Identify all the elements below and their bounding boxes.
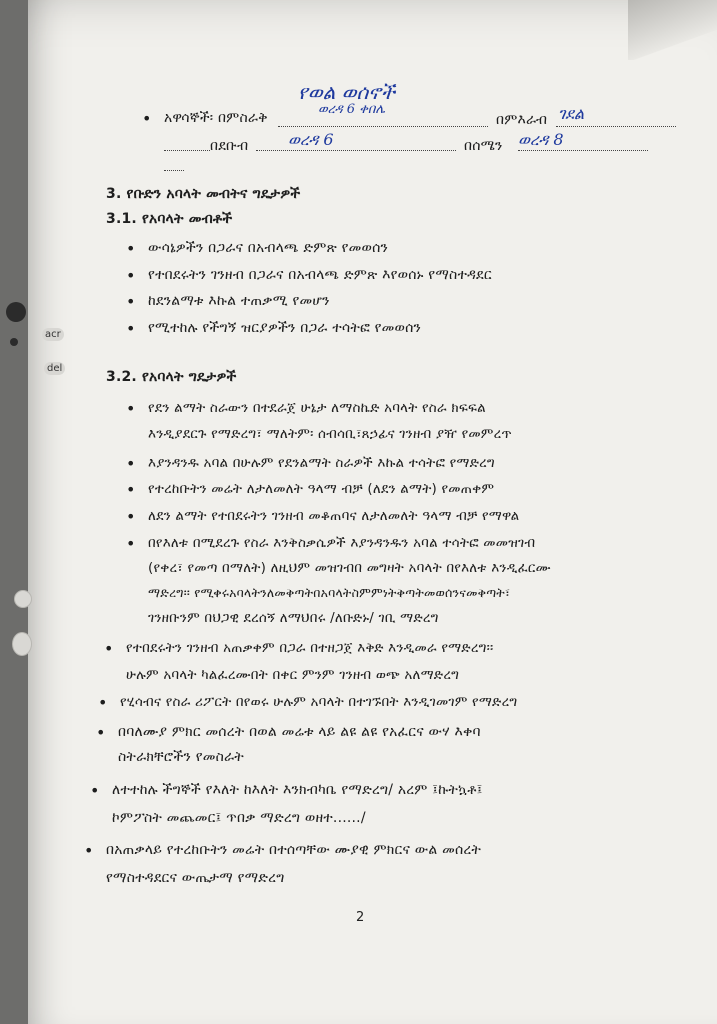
duties-line: ሁሉም አባላት ካልፈረሙበት በቀር ምንም ገንዘብ ወጭ አለማድረግ <box>126 667 460 683</box>
boundaries-label: • አዋሳኞች፡ በምስራቅ <box>164 110 268 126</box>
duties-line: ማድረግ፡፡ የሚቀሩአባላትንለመቅጣትበአባላትስምምነትቅጣትመወሰንናመቅጣት፣ <box>148 585 511 600</box>
margin-tab-acr: acr <box>42 328 64 341</box>
document-page <box>28 0 717 1024</box>
duties-line: • የደን ልማት ስራውን በተደራጀ ሁኔታ ለማስኬድ አባላት የስራ ክፍፍል <box>148 400 486 416</box>
duties-line: • በየእለቱ በሚደረጉ የስራ እንቅስቃሴዎች እያንዳንዱን አባል ተሳትፎ መመዝገብ <box>148 535 535 551</box>
duties-line: • እያንዳንዱ አባል በሁሉም የደንልማት ስራዎች እኩል ተሳትፎ የማድረግ <box>148 455 495 471</box>
duties-line: ኮምፖስት መጨመር፤ ጥበቃ ማድረግ ወዘተ....../ <box>112 810 366 826</box>
west-blank <box>556 126 676 127</box>
duties-line: • የተረከቡትን መሬት ለታለመለት ዓላማ ብቻ (ለደን ልማት) የመጠቀም <box>148 481 494 497</box>
rights-item: • ከደንልማቱ እኩል ተጠቃሚ የመሆን <box>148 293 330 309</box>
section-3-2-heading: 3.2. የአባላት ግዴታዎች <box>106 369 237 385</box>
section-3-1-heading: 3.1. የአባላት መብቶች <box>106 211 233 227</box>
rights-item: • ውሳኔዎችን በጋራና በአብላጫ ድምጽ የመወሰን <box>148 240 388 256</box>
punch-hole <box>14 590 32 608</box>
duties-line: ገንዘቡንም በህጋዊ ደረሰኝ ለማህበሩ /ለቡድኑ/ ገቢ ማድረግ <box>148 610 439 626</box>
west-handwritten-value: ገደል <box>558 104 585 123</box>
east-handwritten-value: የወል ወሰኖች <box>298 80 395 104</box>
duties-line: እንዲያደርጉ የማድረግ፣ ማለትም፡ ሰብሳቢ፣ጸኃፊና ገንዘብ ያዥ የመምረጥ <box>148 426 512 442</box>
north-handwritten-value: ወረዳ 8 <box>518 130 564 149</box>
south-label: በደቡብ <box>210 138 249 154</box>
punch-hole <box>10 338 18 346</box>
east-handwritten-sub: ወረዳ 6 ቀበሌ <box>318 102 386 117</box>
duties-line: • የሂሳብና የስራ ሪፖርት በየወሩ ሁሉም አባላት በተገኙበት እንዲገመገም የማድረግ <box>120 694 517 710</box>
east-blank <box>278 126 488 127</box>
west-label: በምእራብ <box>496 112 548 128</box>
duties-line: • የተበደሩትን ገንዘብ አጠቃቀም በጋራ በተዘጋጀ እቅድ እንዲመራ የማድረግ፡፡ <box>126 640 493 656</box>
section-3-heading: 3. የቡድን አባላት መብትና ግዴታዎች <box>106 186 301 202</box>
duties-line: • በባለሙያ ምክር መሰረት በወል መሬቱ ላይ ልዩ ልዩ የአፈርና ውሃ እቀባ <box>118 724 481 740</box>
page-number: 2 <box>356 910 365 925</box>
duties-line: (የቀረ፣ የመጣ በማለት) ለዚህም መዝገብበ መግዛት አባላት በየእለቱ እንዲፈርሙ <box>148 560 551 576</box>
duties-line: • ለደን ልማት የተበደሩትን ገንዘብ መቆጠባና ለታለመለት ዓላማ ብቻ የማዋል <box>148 508 519 524</box>
rights-item: • የተበደሩትን ገንዘብ በጋራና በአብላጫ ድምጽ እየወሰኑ የማስተዳደር <box>148 267 492 283</box>
rights-item: • የሚተከሉ የችግኝ ዝርያዎችን በጋራ ተሳትፎ የመወሰን <box>148 320 421 336</box>
page-curl <box>628 0 717 60</box>
north-blank <box>518 150 648 151</box>
duties-line: • በአጠቃላይ የተረከቡትን መሬት በተሰጣቸው ሙያዊ ምክርና ውል መሰረት <box>106 842 481 858</box>
south-handwritten-value: ወረዳ 6 <box>288 130 334 149</box>
duties-line: • ለተተከሉ ችግኞች የእለት ከእለት እንክብካቤ የማድረግ/ አረም ፤ኩትኳቶ፤ <box>112 782 483 798</box>
punch-hole <box>6 302 26 322</box>
margin-tab-del: del <box>44 362 65 375</box>
north-label: በሰሜን <box>464 138 503 154</box>
north-blank-tail <box>164 170 184 171</box>
duties-line: ስትራክቸሮችን የመስራት <box>118 749 244 765</box>
south-blank <box>256 150 456 151</box>
duties-line: የማስተዳደርና ውጤታማ የማድረግ <box>106 870 285 886</box>
punch-hole <box>12 632 32 656</box>
south-blank-lead <box>164 150 210 151</box>
